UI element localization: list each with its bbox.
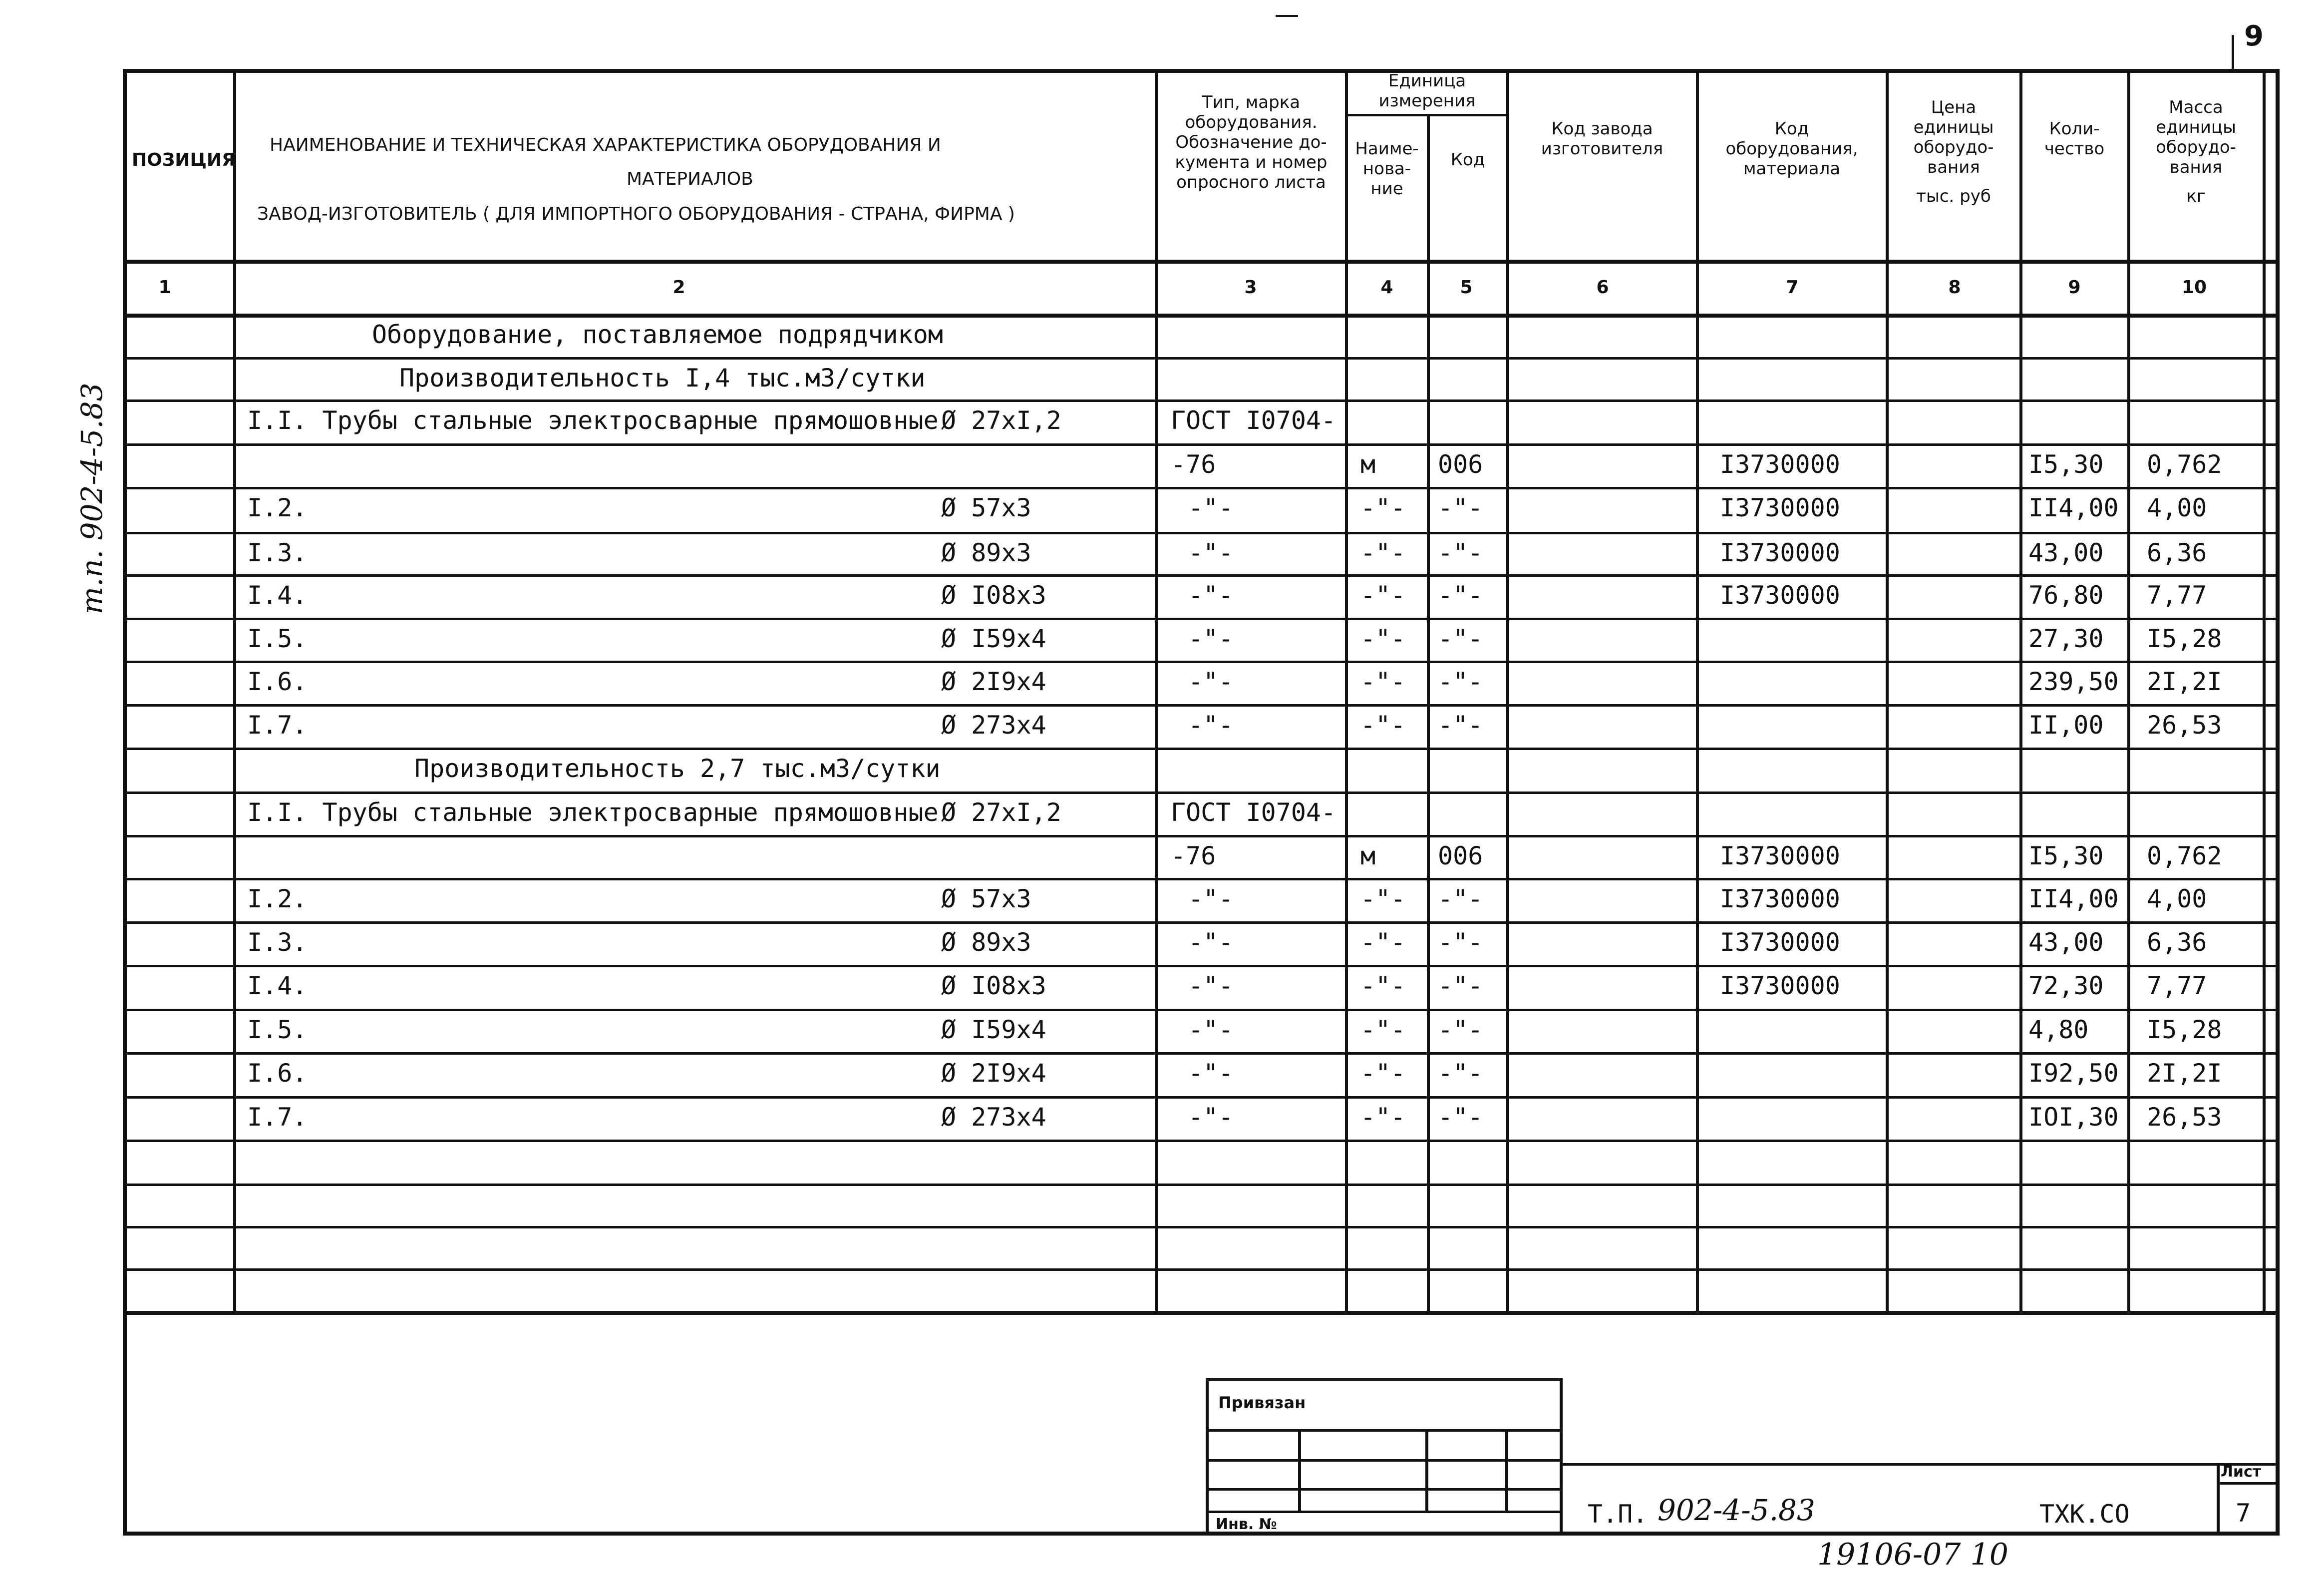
cell-name: I.5.: [247, 1015, 308, 1044]
header-mass-l1: Масса: [2169, 97, 2223, 117]
header-mass-l5: кг: [2186, 186, 2206, 206]
cell-qty: I5,30: [2028, 841, 2104, 870]
sheet-number: 7: [2236, 1499, 2251, 1528]
cell-qty: 43,00: [2028, 538, 2104, 567]
cell-type: -"-: [1188, 1015, 1234, 1044]
cell-type: -"-: [1188, 1103, 1234, 1132]
cell-name: I.4.: [247, 581, 308, 610]
col-number-1: 1: [158, 277, 171, 298]
col-line-6: [1696, 69, 1699, 1313]
header-unit-code: Код: [1450, 150, 1485, 170]
header-price-l5: тыс. руб: [1916, 186, 1991, 206]
header-unit-name-l3: ние: [1370, 179, 1403, 199]
cell-dim: Ø I08x3: [941, 971, 1046, 1000]
cell-qty: II4,00: [2028, 493, 2119, 522]
cell-mass: 0,762: [2147, 841, 2222, 870]
cell-code: -"-: [1438, 1015, 1483, 1044]
cell-mat: I3730000: [1720, 493, 1840, 522]
header-name-line1: НАИМЕНОВАНИЕ И ТЕХНИЧЕСКАЯ ХАРАКТЕРИСТИКА ОБОРУДОВАНИЯ И: [270, 135, 941, 155]
cell-mat: I3730000: [1720, 450, 1840, 479]
header-mass-l2: единицы: [2156, 117, 2236, 137]
cell-code: -"-: [1438, 928, 1483, 957]
cell-qty: II,00: [2028, 711, 2104, 740]
top-dash: [1276, 15, 1298, 17]
header-position: ПОЗИЦИЯ: [132, 150, 236, 170]
row-line: [123, 878, 2280, 880]
stamp-privyazan: Привязан: [1218, 1393, 1306, 1412]
header-unit-l1: Единица: [1388, 71, 1466, 91]
cell-type: -"-: [1188, 928, 1234, 957]
header-type: [1158, 92, 1344, 192]
row-line: [123, 661, 2280, 663]
cell-name: I.6.: [247, 1059, 308, 1088]
cell-unit: м: [1360, 450, 1376, 479]
cell-qty: 76,80: [2028, 581, 2104, 610]
sheet-label: Лист: [2221, 1463, 2262, 1481]
cell-name: I.2.: [247, 884, 308, 913]
header-unit-name-l2: нова-: [1362, 159, 1411, 179]
cell-type: -"-: [1188, 1059, 1234, 1088]
cell-unit: -"-: [1360, 971, 1406, 1000]
cell-mass: 4,00: [2147, 493, 2207, 522]
cell-type: ГОСТ I0704-: [1171, 798, 1336, 827]
header-price-l4: вания: [1927, 157, 1980, 177]
header-factory-l2: изготовителя: [1541, 139, 1663, 159]
cell-qty: 4,80: [2028, 1015, 2089, 1044]
header-material-l2: оборудования,: [1725, 139, 1858, 159]
unit-group-line: [1345, 114, 1506, 116]
header-type-l5: опросного листа: [1176, 172, 1326, 192]
cell-name: I.4.: [247, 971, 308, 1000]
cell-code: -"-: [1438, 971, 1483, 1000]
cell-code: -"-: [1438, 581, 1483, 610]
header-material-l1: Код: [1774, 119, 1809, 139]
cell-name: Оборудование, поставляемое подрядчиком: [372, 320, 943, 349]
header-mass-l3: оборудо-: [2156, 137, 2236, 157]
cell-type: -"-: [1188, 538, 1234, 567]
table-bottom-line: [123, 1311, 2280, 1315]
cell-mass: 26,53: [2147, 1103, 2222, 1132]
stamp-line-1: [1206, 1429, 1563, 1432]
cell-unit: -"-: [1360, 493, 1406, 522]
col-line-8: [2019, 69, 2022, 1313]
col-number-4: 4: [1380, 277, 1393, 298]
row-line: [123, 965, 2280, 967]
cell-name: I.7.: [247, 1103, 308, 1132]
cell-code: -"-: [1438, 493, 1483, 522]
title-block-top: [1563, 1463, 2280, 1466]
cell-dim: Ø 27xI,2: [941, 406, 1061, 435]
header-price-l2: единицы: [1913, 117, 1994, 137]
cell-dim: Ø I59x4: [941, 624, 1046, 653]
cell-dim: Ø 89x3: [941, 928, 1031, 957]
doc-number: 902-4-5.83: [1658, 1493, 1815, 1527]
bottom-number: 19106-07 10: [1817, 1537, 2008, 1572]
cell-type: -"-: [1188, 711, 1234, 740]
cell-mat: I3730000: [1720, 581, 1840, 610]
cell-type: -"-: [1188, 581, 1234, 610]
cell-dim: Ø 57x3: [941, 884, 1031, 913]
cell-mass: 26,53: [2147, 711, 2222, 740]
row-line: [123, 835, 2280, 837]
cell-name: Производительность 2,7 тыс.м3/сутки: [414, 754, 941, 783]
col-line-2: [1155, 69, 1158, 1313]
cell-name: I.3.: [247, 538, 308, 567]
cell-code: -"-: [1438, 884, 1483, 913]
row-line: [123, 1268, 2280, 1271]
cell-qty: I5,30: [2028, 450, 2104, 479]
stamp-vline-2: [1425, 1429, 1428, 1511]
cell-type: -"-: [1188, 667, 1234, 696]
cell-unit: -"-: [1360, 1059, 1406, 1088]
cell-mass: 6,36: [2147, 538, 2207, 567]
header-type-l1: Тип, марка: [1202, 92, 1301, 112]
cell-code: -"-: [1438, 1059, 1483, 1088]
cell-unit: -"-: [1360, 884, 1406, 913]
header-factory-l1: Код завода: [1551, 119, 1653, 139]
cell-mass: I5,28: [2147, 1015, 2222, 1044]
cell-dim: Ø 273x4: [941, 1103, 1046, 1132]
header-mass-l4: вания: [2169, 157, 2223, 177]
cell-unit: -"-: [1360, 624, 1406, 653]
cell-dim: Ø 27xI,2: [941, 798, 1061, 827]
col-number-2: 2: [672, 277, 685, 298]
cell-mass: 2I,2I: [2147, 1059, 2222, 1088]
header-price-l1: Цена: [1931, 97, 1977, 117]
cell-unit: -"-: [1360, 538, 1406, 567]
page-number-tick: [2232, 35, 2234, 70]
page-number: 9: [2244, 20, 2264, 52]
header-bottom-line: [123, 260, 2280, 264]
cell-type: -"-: [1188, 971, 1234, 1000]
cell-type: -"-: [1188, 493, 1234, 522]
cell-dim: Ø 57x3: [941, 493, 1031, 522]
col-line-9: [2127, 69, 2130, 1313]
cell-type: -76: [1171, 841, 1216, 870]
col-line-7: [1886, 69, 1889, 1313]
doc-code: ТХК.СО: [2039, 1500, 2130, 1529]
cell-dim: Ø I59x4: [941, 1015, 1046, 1044]
stamp-vline-1: [1298, 1429, 1301, 1511]
cell-name: I.3.: [247, 928, 308, 957]
stamp-line-3: [1206, 1488, 1563, 1491]
row-line: [123, 704, 2280, 707]
col-line-1: [233, 69, 236, 1313]
cell-code: -"-: [1438, 538, 1483, 567]
cell-qty: 27,30: [2028, 624, 2104, 653]
cell-dim: Ø I08x3: [941, 581, 1046, 610]
row-line: [123, 574, 2280, 577]
row-line: [123, 791, 2280, 794]
cell-type: -"-: [1188, 624, 1234, 653]
cell-name: I.7.: [247, 711, 308, 740]
cell-code: -"-: [1438, 667, 1483, 696]
col-number-3: 3: [1244, 277, 1257, 298]
header-type-l3: Обозначение до-: [1175, 132, 1327, 152]
header-price-l3: оборудо-: [1913, 137, 1994, 157]
cell-unit: -"-: [1360, 1103, 1406, 1132]
cell-qty: 239,50: [2028, 667, 2119, 696]
header-material-code: [1699, 119, 1885, 179]
cell-dim: Ø 2I9x4: [941, 1059, 1046, 1088]
col-line-4: [1427, 115, 1430, 1313]
cell-name: I.I. Трубы стальные электросварные прямошовные: [247, 406, 939, 435]
row-line: [123, 357, 2280, 360]
header-quantity: [2022, 119, 2126, 159]
header-unit-name-l1: Наиме-: [1355, 139, 1419, 159]
title-block-sheet-line: [2217, 1463, 2220, 1536]
cell-dim: Ø 89x3: [941, 538, 1031, 567]
header-mass: [2130, 97, 2262, 206]
cell-type: -"-: [1188, 884, 1234, 913]
header-type-l2: оборудования.: [1185, 112, 1318, 132]
stamp-line-2: [1206, 1459, 1563, 1462]
col-number-7: 7: [1786, 277, 1799, 298]
row-line: [123, 1009, 2280, 1011]
cell-mass: 6,36: [2147, 928, 2207, 957]
header-unit-name: [1348, 139, 1426, 199]
header-name-line3: ЗАВОД-ИЗГОТОВИТЕЛЬ ( ДЛЯ ИМПОРТНОГО ОБОРУДОВАНИЯ - СТРАНА, ФИРМА ): [257, 204, 1015, 224]
cell-name: I.2.: [247, 493, 308, 522]
row-line: [123, 921, 2280, 924]
row-line: [123, 443, 2280, 446]
row-line: [123, 748, 2280, 750]
cell-qty: 72,30: [2028, 971, 2104, 1000]
row-line: [123, 1096, 2280, 1099]
col-number-5: 5: [1460, 277, 1473, 298]
cell-unit: -"-: [1360, 711, 1406, 740]
cell-code: 006: [1438, 450, 1483, 479]
cell-code: -"-: [1438, 624, 1483, 653]
row-line: [123, 532, 2280, 534]
row-line: [123, 1184, 2280, 1186]
col-number-10: 10: [2181, 277, 2207, 298]
cell-mat: I3730000: [1720, 538, 1840, 567]
cell-code: 006: [1438, 841, 1483, 870]
cell-name: I.6.: [247, 667, 308, 696]
cell-unit: м: [1360, 841, 1376, 870]
cell-qty: II4,00: [2028, 884, 2119, 913]
row-line: [123, 1052, 2280, 1055]
cell-mass: 7,77: [2147, 971, 2207, 1000]
title-block-sheet-label-line: [2217, 1482, 2280, 1485]
cell-dim: Ø 2I9x4: [941, 667, 1046, 696]
header-quantity-l2: чество: [2044, 139, 2105, 159]
row-line: [123, 618, 2280, 620]
header-quantity-l1: Коли-: [2049, 119, 2100, 139]
col-line-3: [1345, 69, 1348, 1313]
cell-mass: I5,28: [2147, 624, 2222, 653]
stamp-inv: Инв. №: [1216, 1516, 1277, 1533]
cell-qty: IOI,30: [2028, 1103, 2119, 1132]
cell-unit: -"-: [1360, 667, 1406, 696]
cell-name: I.5.: [247, 624, 308, 653]
header-factory-code: [1509, 119, 1695, 159]
cell-mass: 7,77: [2147, 581, 2207, 610]
cell-mass: 2I,2I: [2147, 667, 2222, 696]
cell-name: Производительность I,4 тыс.м3/сутки: [399, 364, 926, 393]
cell-unit: -"-: [1360, 581, 1406, 610]
row-line: [123, 1226, 2280, 1228]
cell-qty: 43,00: [2028, 928, 2104, 957]
row-line: [123, 487, 2280, 489]
header-price: [1889, 97, 2018, 206]
cell-unit: -"-: [1360, 928, 1406, 957]
stamp-vline-3: [1505, 1429, 1508, 1511]
col-number-8: 8: [1948, 277, 1961, 298]
col-line-5: [1506, 69, 1509, 1313]
cell-name: I.I. Трубы стальные электросварные прямошовные: [247, 798, 939, 827]
header-unit-group: [1348, 71, 1506, 111]
header-type-l4: кумента и номер: [1175, 152, 1328, 172]
cell-type: -76: [1171, 450, 1216, 479]
margin-note: т.п. 902-4-5.83: [75, 383, 109, 614]
cell-mat: I3730000: [1720, 971, 1840, 1000]
col-number-6: 6: [1596, 277, 1609, 298]
row-line: [123, 1140, 2280, 1142]
header-material-l3: материала: [1743, 159, 1841, 179]
cell-code: -"-: [1438, 711, 1483, 740]
doc-prefix: Т.П.: [1588, 1500, 1648, 1529]
cell-mass: 4,00: [2147, 884, 2207, 913]
cell-dim: Ø 273x4: [941, 711, 1046, 740]
cell-unit: -"-: [1360, 1015, 1406, 1044]
numbers-bottom-line: [123, 314, 2280, 318]
cell-mat: I3730000: [1720, 841, 1840, 870]
header-name-line2: МАТЕРИАЛОВ: [627, 169, 753, 189]
cell-type: ГОСТ I0704-: [1171, 406, 1336, 435]
cell-mat: I3730000: [1720, 884, 1840, 913]
row-line: [123, 399, 2280, 402]
cell-mat: I3730000: [1720, 928, 1840, 957]
cell-qty: I92,50: [2028, 1059, 2119, 1088]
col-line-10: [2263, 69, 2266, 1313]
header-unit-l2: измерения: [1378, 91, 1476, 111]
cell-mass: 0,762: [2147, 450, 2222, 479]
col-number-9: 9: [2068, 277, 2081, 298]
stamp-line-4: [1206, 1511, 1563, 1513]
cell-code: -"-: [1438, 1103, 1483, 1132]
